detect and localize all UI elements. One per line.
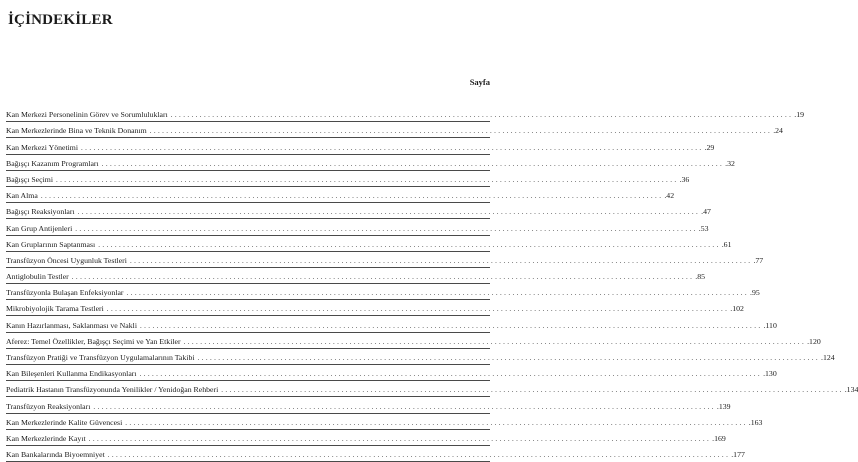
- dot-leader: ......................................................................................................................................................: [98, 240, 721, 249]
- toc-entry-page: .102: [730, 304, 744, 314]
- toc-entry-title: Transfüzyon Öncesi Uygunluk Testleri: [6, 255, 127, 265]
- toc-entry-title: Kan Alma: [6, 191, 38, 201]
- toc-entry-page: .120: [807, 336, 821, 346]
- dot-leader: ......................................................................................................................................................: [93, 402, 716, 411]
- dot-leader: ......................................................................................................................................................: [40, 192, 664, 201]
- toc-entry-page: .29: [704, 142, 715, 152]
- dot-leader: ......................................................................................................................................................: [77, 208, 701, 217]
- toc-entry[interactable]: [6, 122, 783, 138]
- dot-leader: ......................................................................................................................................................: [197, 354, 821, 362]
- toc-entry[interactable]: [6, 365, 777, 381]
- toc-entry[interactable]: [6, 268, 706, 284]
- toc-entry-title: Transfüzyon Pratiği ve Transfüzyon Uygulamalarının Takibi: [6, 353, 195, 362]
- toc-entry[interactable]: [6, 203, 711, 219]
- toc-entry[interactable]: [6, 381, 858, 397]
- toc-entry[interactable]: [6, 155, 735, 171]
- toc-entry[interactable]: [6, 252, 764, 268]
- toc-entry[interactable]: [6, 414, 763, 430]
- dot-leader: ......................................................................................................................................................: [126, 289, 750, 298]
- toc-entry[interactable]: [6, 333, 821, 349]
- toc-entry-page: .163: [748, 417, 763, 427]
- toc-entry-page: .77: [753, 255, 764, 265]
- toc-entry[interactable]: [6, 349, 835, 365]
- toc-entry[interactable]: [6, 187, 675, 203]
- page-column-label: Sayfa: [469, 77, 490, 87]
- toc-entry-title: Aferez: Temel Özellikler, Bağışçı Seçimi ve Yan Etkiler: [6, 336, 181, 346]
- dot-leader: ......................................................................................................................................................: [149, 127, 773, 136]
- toc-entry-title: Kan Merkezlerinde Bina ve Teknik Donanım: [6, 126, 147, 136]
- toc-entry-page: .95: [750, 288, 760, 298]
- dot-leader: ......................................................................................................................................................: [139, 370, 763, 379]
- toc-entry-title: Kan Merkezlerinde Kalite Güvencesi: [6, 417, 123, 427]
- toc-entry-page: .24: [773, 126, 783, 136]
- toc-entry-title: Kan Gruplarının Saptanması: [6, 239, 96, 249]
- toc-entry[interactable]: [6, 316, 777, 332]
- toc-entry-page: .85: [695, 272, 706, 282]
- toc-entry[interactable]: [6, 138, 715, 154]
- toc-entry-title: Kan Merkezlerinde Kayıt: [6, 433, 86, 443]
- toc-entry-title: Kan Bileşenleri Kullanma Endikasyonları: [6, 369, 137, 379]
- dot-leader: ......................................................................................................................................................: [129, 256, 753, 265]
- toc-entry-page: .19: [794, 110, 804, 120]
- toc-entry-page: .177: [731, 450, 745, 460]
- toc-entry[interactable]: [6, 446, 745, 462]
- toc-entry[interactable]: [6, 430, 726, 446]
- toc-entry-page: .61: [721, 239, 732, 249]
- dot-leader: ......................................................................................................................................................: [81, 143, 704, 152]
- dot-leader: ......................................................................................................................................................: [88, 434, 712, 443]
- toc-entry[interactable]: [6, 284, 760, 300]
- toc-entry-page: .53: [698, 223, 709, 233]
- dot-leader: ......................................................................................................................................................: [106, 305, 730, 314]
- toc-entry-page: .42: [664, 191, 675, 201]
- toc-entry[interactable]: [6, 219, 709, 235]
- dot-leader: ......................................................................................................................................................: [221, 386, 844, 395]
- toc-entry[interactable]: [6, 106, 804, 122]
- toc-entry-page: .139: [716, 401, 731, 411]
- toc-entry-title: Pediatrik Hastanın Transfüzyonunda Yenilikler / Yenidoğan Rehberi: [6, 385, 219, 395]
- toc-entry-title: Bağışçı Reaksiyonları: [6, 207, 75, 217]
- toc-entry-title: Kan Merkezi Personelinin Görev ve Sorumlulukları: [6, 110, 168, 120]
- toc-entry-title: Bağışçı Seçimi: [6, 174, 53, 184]
- dot-leader: ......................................................................................................................................................: [183, 337, 807, 346]
- toc-entry-page: .36: [679, 174, 690, 184]
- dot-leader: ......................................................................................................................................................: [71, 273, 695, 282]
- toc-entry-title: Transfüzyon Reaksiyonları: [6, 401, 91, 411]
- toc-entry[interactable]: [6, 171, 690, 187]
- toc-entry[interactable]: [6, 397, 731, 413]
- toc-entry-title: Bağışçı Kazanım Programları: [6, 158, 99, 168]
- toc-entry-title: Kan Bankalarında Biyoemniyet: [6, 450, 105, 460]
- toc-entry-title: Kan Grup Antijenleri: [6, 223, 73, 233]
- toc-entry-title: Kan Merkezi Yönetimi: [6, 142, 79, 152]
- toc-entry-page: .130: [763, 369, 777, 379]
- toc-entry[interactable]: [6, 300, 744, 316]
- toc-entry-page: .124: [821, 353, 835, 362]
- toc-entry-page: .169: [712, 433, 726, 443]
- dot-leader: ......................................................................................................................................................: [140, 321, 763, 330]
- dot-leader: ......................................................................................................................................................: [107, 451, 731, 460]
- table-of-contents: [6, 106, 858, 462]
- toc-entry-page: .32: [725, 158, 735, 168]
- toc-entry-title: Mikrobiyolojik Tarama Testleri: [6, 304, 104, 314]
- toc-entry[interactable]: [6, 236, 732, 252]
- dot-leader: ......................................................................................................................................................: [75, 224, 698, 233]
- page-title: İÇİNDEKİLER: [8, 12, 113, 28]
- toc-entry-title: Transfüzyonla Bulaşan Enfeksiyonlar: [6, 288, 124, 298]
- toc-entry-title: Antiglobulin Testler: [6, 272, 69, 282]
- dot-leader: ......................................................................................................................................................: [170, 111, 794, 120]
- toc-entry-page: .110: [763, 320, 777, 330]
- toc-entry-page: .47: [701, 207, 711, 217]
- toc-entry-title: Kanın Hazırlanması, Saklanması ve Nakli: [6, 320, 137, 330]
- dot-leader: ......................................................................................................................................................: [56, 175, 679, 184]
- dot-leader: ......................................................................................................................................................: [101, 159, 725, 168]
- dot-leader: ......................................................................................................................................................: [125, 418, 748, 427]
- toc-entry-page: .134: [844, 385, 858, 395]
